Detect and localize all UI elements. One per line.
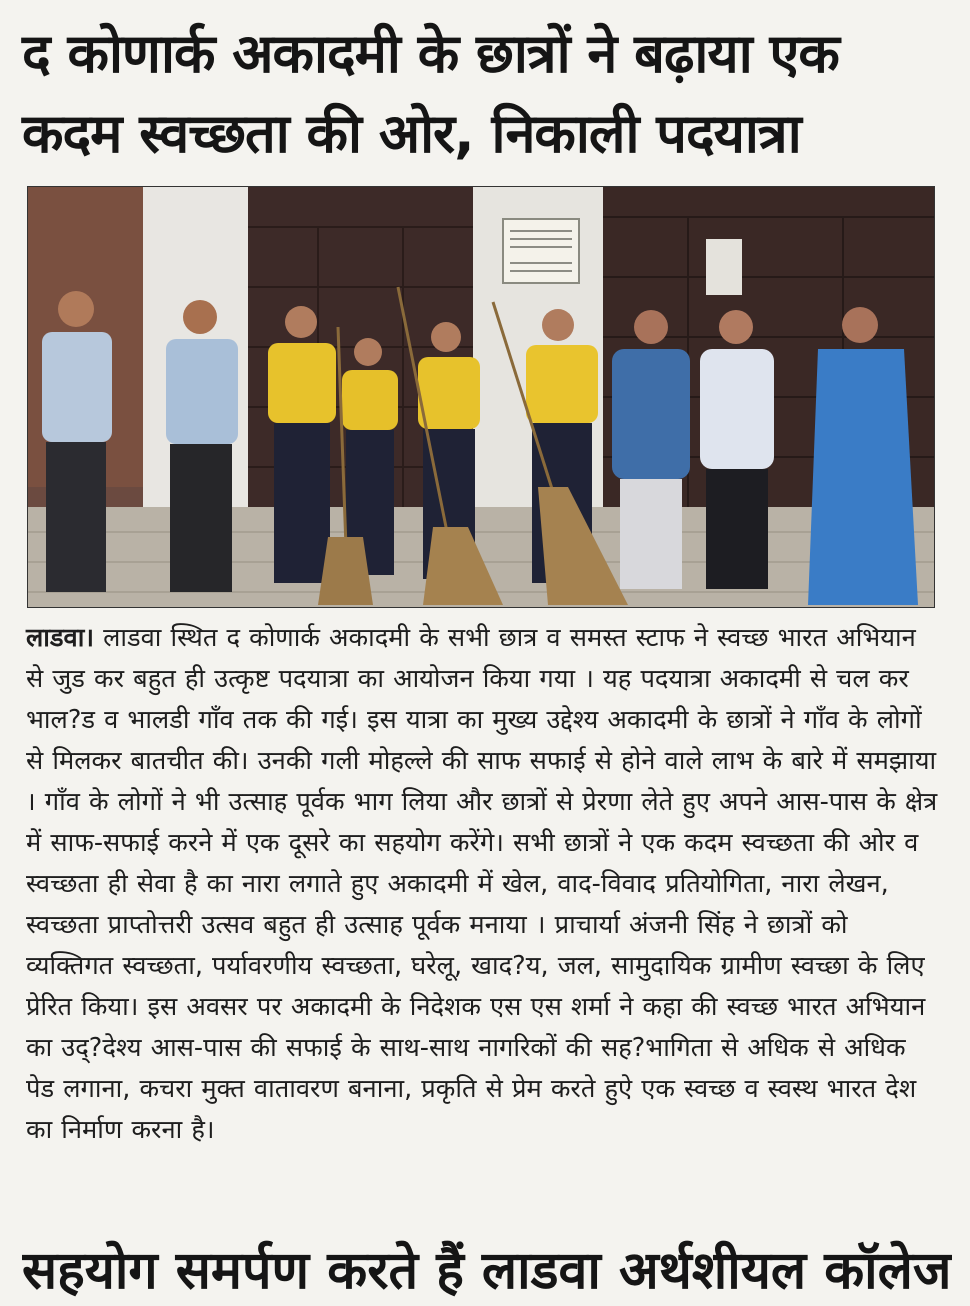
- poster: [706, 239, 742, 295]
- person-teacher-1: [42, 291, 112, 592]
- person-staff-1: [612, 310, 690, 589]
- person-staff-2: [700, 310, 774, 589]
- person-teacher-2: [166, 300, 238, 592]
- person-student-1: [268, 306, 336, 583]
- article-text: लाडवा स्थित द कोणार्क अकादमी के सभी छात्र व समस्त स्टाफ ने स्वच्छ भारत अभियान से जुड कर बहुत ही उत्कृष्ट पदयात्रा का आयोजन किया गया । यह पदयात्रा अकादमी से चल कर भाल?ड व भालडी गाँव तक की गई। इस यात्रा का मुख्य उद्देश्य अकादमी के छात्रों ने गाँव के लोगों से मिलकर बातचीत की। उनकी गली मोहल्ले की साफ सफाई से होने वाले लाभ के बारे में समझाया । गाँव के लोगों ने भी उत्साह पूर्वक भाग लिया और छात्रों से प्रेरणा लेते हुए अपने आस-पास के क्षेत्र में साफ-सफाई करने में एक दूसरे का सहयोग करेंगे। सभी छात्रों ने एक कदम स्वच्छता की ओर व स्वच्छता ही सेवा है का नारा लगाते हुए अकादमी में खेल, वाद-विवाद प्रतियोगिता, नारा लेखन, स्वच्छता प्राप्तोत्तरी उत्सव बहुत ही उत्साह पूर्वक मनाया । प्राचार्या अंजनी सिंह ने छात्रों को व्यक्तिगत स्वच्छता, पर्यावरणीय स्वच्छता, घरेलू, खाद?य, जल, सामुदायिक ग्रामीण स्वच्छा के लिए प्रेरित किया। इस अवसर पर अकादमी के निदेशक एस एस शर्मा ने कहा की स्वच्छ भारत अभियान का उद्?देश्य आस-पास की सफाई के साथ-साथ नागरिकों की सह?भागिता से अधिक से अधिक पेड लगाना, कचरा मुक्त वातावरण बनाना, प्रकृति से प्रेम करते हुऐ एक स्वच्छ व स्वस्थ भारत देश का निर्माण करना है।: [26, 623, 938, 1145]
- person-staff-3: [808, 307, 918, 605]
- article-body: [26, 618, 941, 1151]
- plaque: [503, 219, 579, 283]
- next-article-headline: सहयोग समर्पण करते हैं लाडवा अर्थशीयल कॉलेज: [22, 1241, 952, 1301]
- news-photo: [27, 186, 935, 608]
- dateline: लाडवा।: [26, 623, 94, 653]
- article-headline: द कोणार्क अकादमी के छात्रों ने बढ़ाया एक कदम स्वच्छता की ओर, निकाली पदयात्रा: [22, 22, 839, 165]
